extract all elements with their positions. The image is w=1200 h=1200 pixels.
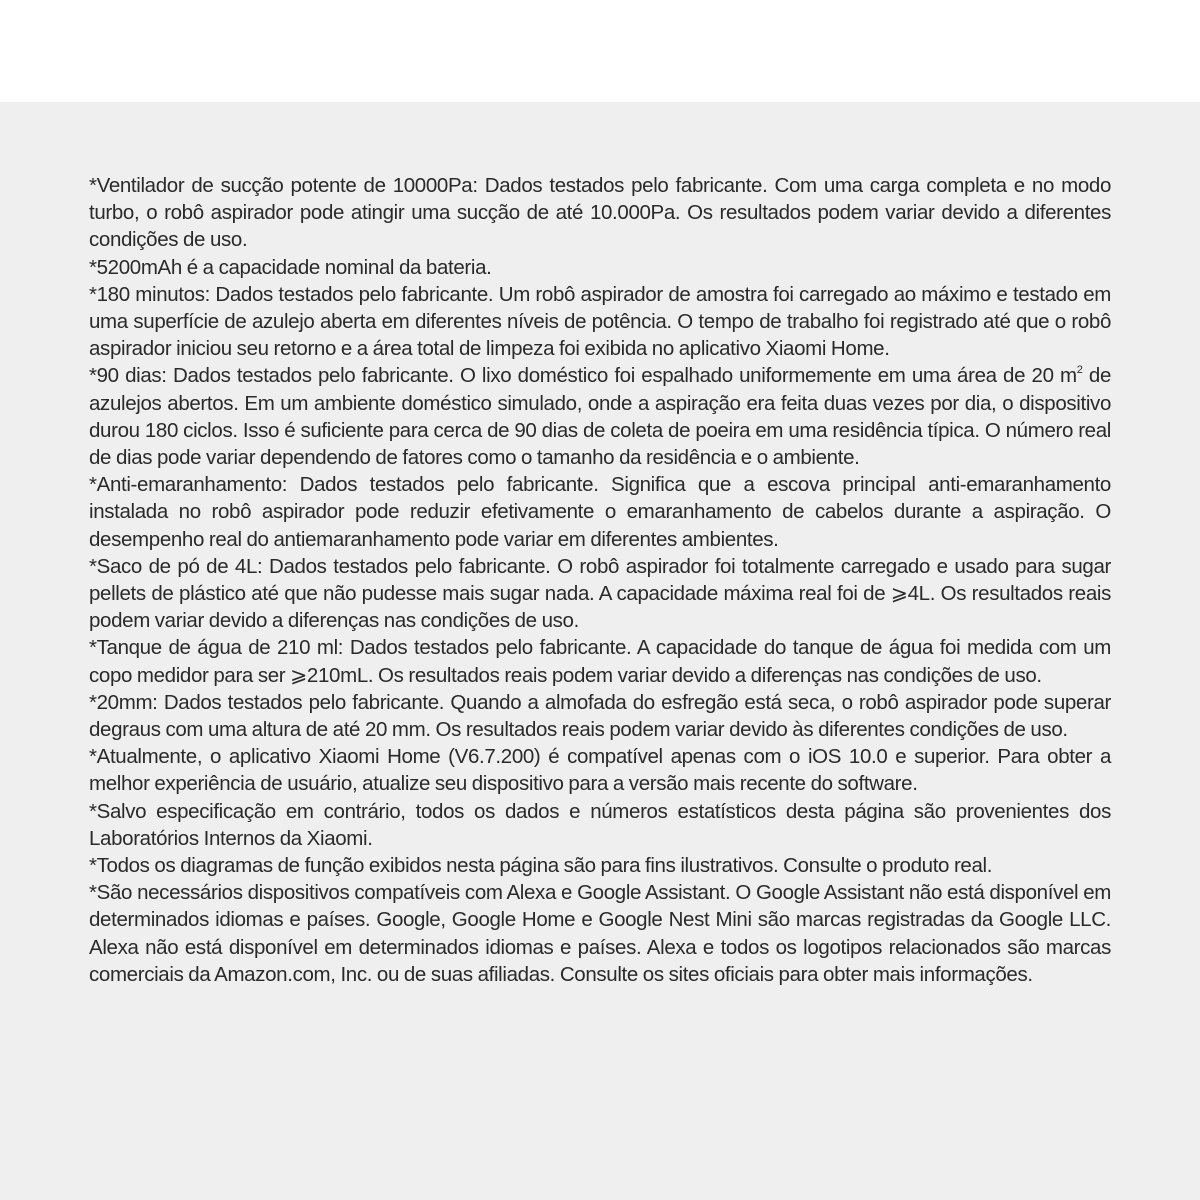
note-water-tank: *Tanque de água de 210 ml: Dados testados pelo fabricante. A capacidade do tanque de água foi medida com um copo medidor para ser ⩾210mL. Os resultados reais podem variar devido a diferenças nas condições de uso. xyxy=(89,636,1111,687)
note-battery: *5200mAh é a capacidade nominal da bateria. xyxy=(89,255,492,279)
note-runtime: *180 minutos: Dados testados pelo fabricante. Um robô aspirador de amostra foi carregado ao máximo e testado em uma superfície de azulejo aberta em diferentes níveis de potência. O tempo de trabalho foi registrado até que o robô aspirador iniciou seu retorno e a área total de limpeza foi exibida no aplicativo Xiaomi Home. xyxy=(89,282,1111,361)
disclaimer-notes xyxy=(89,172,1111,988)
note-voice-assistants: *São necessários dispositivos compatíveis com Alexa e Google Assistant. O Google Assistant não está disponível em determinados idiomas e países. Google, Google Home e Google Nest Mini são marcas registradas da Google LLC. Alexa não está disponível em determinados idiomas e países. Alexa e todos os logotipos relacionados são marcas comerciais da Amazon.com, Inc. ou de suas afiliadas. Consulte os sites oficiais para obter mais informações. xyxy=(89,881,1111,986)
note-climbing: *20mm: Dados testados pelo fabricante. Quando a almofada do esfregão está seca, o robô aspirador pode superar degraus com uma altura de até 20 mm. Os resultados reais podem variar devido às diferentes condições de uso. xyxy=(89,690,1111,742)
square-meter-superscript: 2 xyxy=(1076,364,1083,377)
note-diagrams: *Todos os diagramas de função exibidos nesta página são para fins ilustrativos. Consulte o produto real. xyxy=(89,854,993,878)
note-suction: *Ventilador de sucção potente de 10000Pa: Dados testados pelo fabricante. Com uma carga completa e no modo turbo, o robô aspirador pode atingir uma sucção de até 10.000Pa. Os resultados podem variar devido a diferentes condições de uso. xyxy=(89,174,1111,252)
note-app-compatibility: *Atualmente, o aplicativo Xiaomi Home (V6.7.200) é compatível apenas com o iOS 10.0 e superior. Para obter a melhor experiência de usuário, atualize seu dispositivo para a versão mais recente do software. xyxy=(89,745,1111,796)
top-white-band xyxy=(0,0,1200,102)
note-dust-days xyxy=(89,362,1111,471)
note-dust-days-text: *90 dias: Dados testados pelo fabricante. O lixo doméstico foi espalhado uniformemente em uma área de 20 m xyxy=(89,364,1077,388)
note-data-source: *Salvo especificação em contrário, todos os dados e números estatísticos desta página são provenientes dos Laboratórios Internos da Xiaomi. xyxy=(89,799,1111,850)
note-dust-days-text-continued: de azulejos abertos. Em um ambiente doméstico simulado, onde a aspiração era feita duas vezes por dia, o dispositivo durou 180 ciclos. Isso é suficiente para cerca de 90 dias de coleta de poeira em uma residência típica. O número real de dias pode variar dependendo de fatores como o tamanho da residência e o ambiente. xyxy=(89,364,1111,470)
note-dust-bag: *Saco de pó de 4L: Dados testados pelo fabricante. O robô aspirador foi totalmente carregado e usado para sugar pellets de plástico até que não pudesse mais sugar nada. A capacidade máxima real foi de ⩾4L. Os resultados reais podem variar devido a diferenças nas condições de uso. xyxy=(89,554,1111,633)
note-anti-tangle: *Anti-emaranhamento: Dados testados pelo fabricante. Significa que a escova principal anti-emaranhamento instalada no robô aspirador pode reduzir efetivamente o emaranhamento de cabelos durante a aspiração. O desempenho real do antiemaranhamento pode variar em diferentes ambientes. xyxy=(89,473,1111,551)
